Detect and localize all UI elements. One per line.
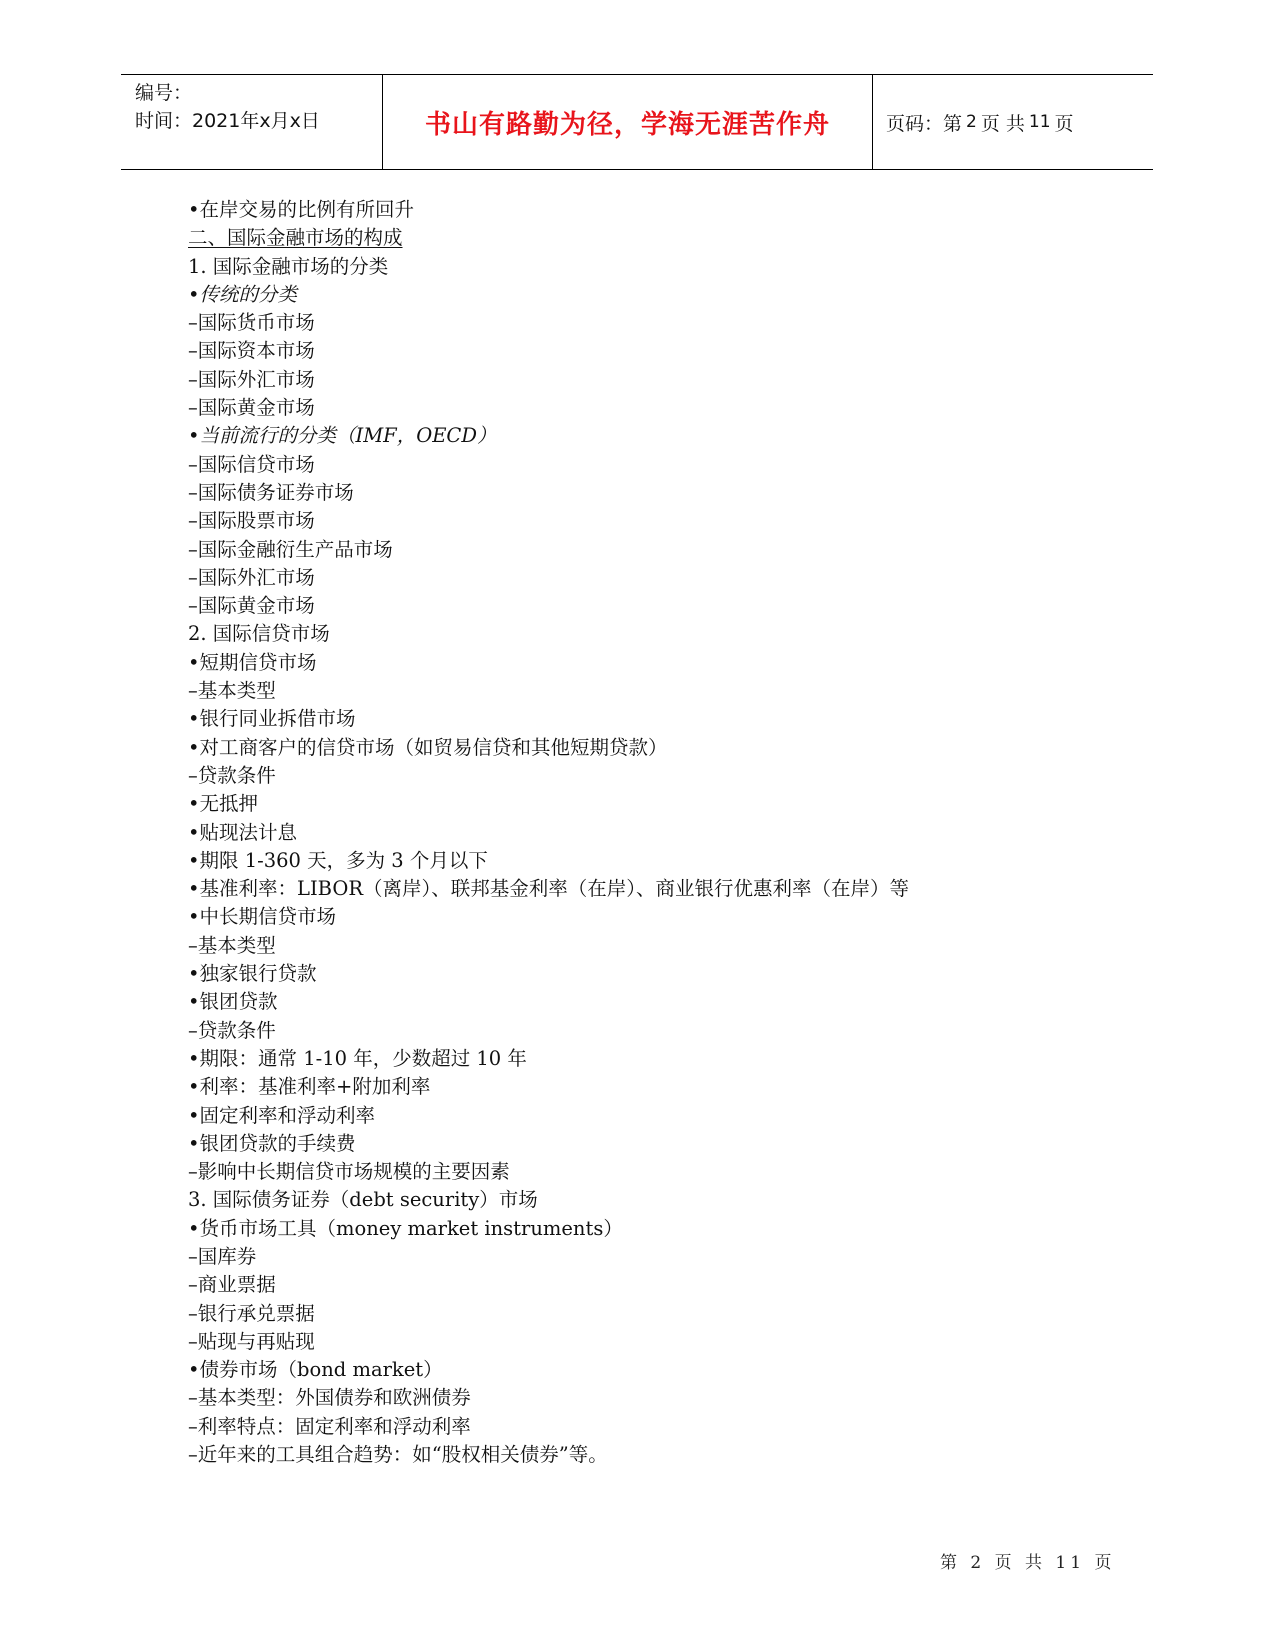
text-line (188, 479, 1148, 507)
text-line (188, 281, 1148, 309)
text-line (188, 705, 1148, 733)
text-line (188, 196, 1148, 224)
text-line-content: •银行同业拆借市场 (188, 707, 356, 731)
text-line-content: –利率特点：固定利率和浮动利率 (188, 1414, 471, 1438)
document-time-label: 时间：2021年x月x日 (135, 110, 320, 132)
text-line (188, 253, 1148, 281)
total-page-number: 11 (1028, 112, 1051, 132)
text-line (188, 1158, 1148, 1186)
text-line-content: –基本类型：外国债券和欧洲债券 (188, 1386, 471, 1410)
text-line-content: •固定利率和浮动利率 (188, 1103, 376, 1127)
header-motto: 书山有路勤为径，学海无涯苦作舟 (383, 75, 873, 169)
page-middle-text: 页 共 (980, 112, 1025, 135)
document-body (188, 196, 1148, 1469)
document-number-label: 编号： (135, 82, 193, 104)
text-line (188, 592, 1148, 620)
text-line-content: –国际外汇市场 (188, 367, 315, 391)
text-line (188, 762, 1148, 790)
text-line-content: •无抵押 (188, 792, 259, 816)
text-line (188, 1102, 1148, 1130)
text-line (188, 1073, 1148, 1101)
text-line-content: –银行承兑票据 (188, 1301, 315, 1325)
text-line-content: •对工商客户的信贷市场（如贸易信贷和其他短期贷款） (188, 735, 668, 759)
text-line-content: 3. 国际债务证券（debt security）市场 (188, 1188, 538, 1212)
text-line-content: –基本类型 (188, 933, 276, 957)
text-line (188, 960, 1148, 988)
text-line (188, 1186, 1148, 1214)
header-meta-cell (121, 75, 383, 169)
text-line (188, 903, 1148, 931)
text-line (188, 1271, 1148, 1299)
text-line (188, 224, 1148, 252)
text-line (188, 422, 1148, 450)
text-line (188, 309, 1148, 337)
page-footer: 第 2 页 共 11 页 (940, 1553, 1116, 1573)
text-line (188, 649, 1148, 677)
text-line-content: –国际金融衍生产品市场 (188, 537, 393, 561)
text-line-content: •基准利率：LIBOR（离岸）、联邦基金利率（在岸）、商业银行优惠利率（在岸）等 (188, 877, 910, 901)
text-line (188, 734, 1148, 762)
text-line-content: •传统的分类 (188, 282, 298, 306)
header-page-indicator (873, 75, 1153, 169)
text-line (188, 1384, 1148, 1412)
text-line-content: –国际信贷市场 (188, 452, 315, 476)
text-line-content: •短期信贷市场 (188, 650, 317, 674)
text-line-content: •期限：通常 1-10 年，少数超过 10 年 (188, 1046, 527, 1070)
text-line (188, 1300, 1148, 1328)
text-line-content: –基本类型 (188, 679, 276, 703)
text-line-content: 二、国际金融市场的构成 (188, 226, 403, 250)
text-line-content: –贴现与再贴现 (188, 1329, 315, 1353)
text-line (188, 819, 1148, 847)
text-line-content: •银团贷款 (188, 990, 278, 1014)
text-line-content: •货币市场工具（money market instruments） (188, 1216, 623, 1240)
text-line-content: •当前流行的分类（IMF，OECD） (188, 424, 497, 448)
text-line (188, 366, 1148, 394)
text-line-content: •债券市场（bond market） (188, 1358, 443, 1382)
text-line (188, 1441, 1148, 1469)
text-line (188, 507, 1148, 535)
text-line (188, 790, 1148, 818)
page-prefix: 页码：第 (886, 112, 963, 135)
text-line (188, 988, 1148, 1016)
text-line (188, 1130, 1148, 1158)
page-header (121, 74, 1153, 170)
text-line-content: •在岸交易的比例有所回升 (188, 198, 415, 221)
text-line-content: 1. 国际金融市场的分类 (188, 254, 389, 278)
text-line-content: –影响中长期信贷市场规模的主要因素 (188, 1160, 510, 1184)
text-line-content: –国际外汇市场 (188, 565, 315, 589)
text-line-content: •独家银行贷款 (188, 962, 317, 986)
text-line-content: –国际股票市场 (188, 509, 315, 533)
text-line (188, 1017, 1148, 1045)
text-line-content: –国际债务证券市场 (188, 480, 354, 504)
text-line (188, 337, 1148, 365)
text-line (188, 875, 1148, 903)
text-line (188, 677, 1148, 705)
text-line (188, 536, 1148, 564)
text-line-content: •期限 1-360 天，多为 3 个月以下 (188, 848, 488, 872)
text-line (188, 1328, 1148, 1356)
text-line (188, 1243, 1148, 1271)
text-line (188, 564, 1148, 592)
text-line-content: 2. 国际信贷市场 (188, 622, 330, 646)
text-line-content: –近年来的工具组合趋势：如“股权相关债券”等。 (188, 1443, 608, 1467)
text-line (188, 1045, 1148, 1073)
text-line-content: –贷款条件 (188, 763, 276, 787)
text-line (188, 1413, 1148, 1441)
text-line-content: –国际黄金市场 (188, 594, 315, 618)
text-line (188, 620, 1148, 648)
text-line-content: –商业票据 (188, 1273, 276, 1297)
text-line-content: –国际货币市场 (188, 311, 315, 335)
current-page-number: 2 (966, 112, 977, 132)
text-line-content: •贴现法计息 (188, 820, 298, 844)
text-line (188, 1356, 1148, 1384)
text-line (188, 932, 1148, 960)
text-line-content: –国际黄金市场 (188, 396, 315, 420)
page-suffix: 页 (1054, 112, 1074, 135)
text-line-content: –贷款条件 (188, 1018, 276, 1042)
text-line-content: –国库券 (188, 1244, 257, 1268)
text-line-content: –国际资本市场 (188, 339, 315, 363)
text-line-content: •利率：基准利率+附加利率 (188, 1075, 431, 1099)
text-line-content: •中长期信贷市场 (188, 905, 337, 929)
text-line (188, 1215, 1148, 1243)
text-line (188, 394, 1148, 422)
text-line-content: •银团贷款的手续费 (188, 1131, 356, 1155)
text-line (188, 847, 1148, 875)
text-line (188, 451, 1148, 479)
